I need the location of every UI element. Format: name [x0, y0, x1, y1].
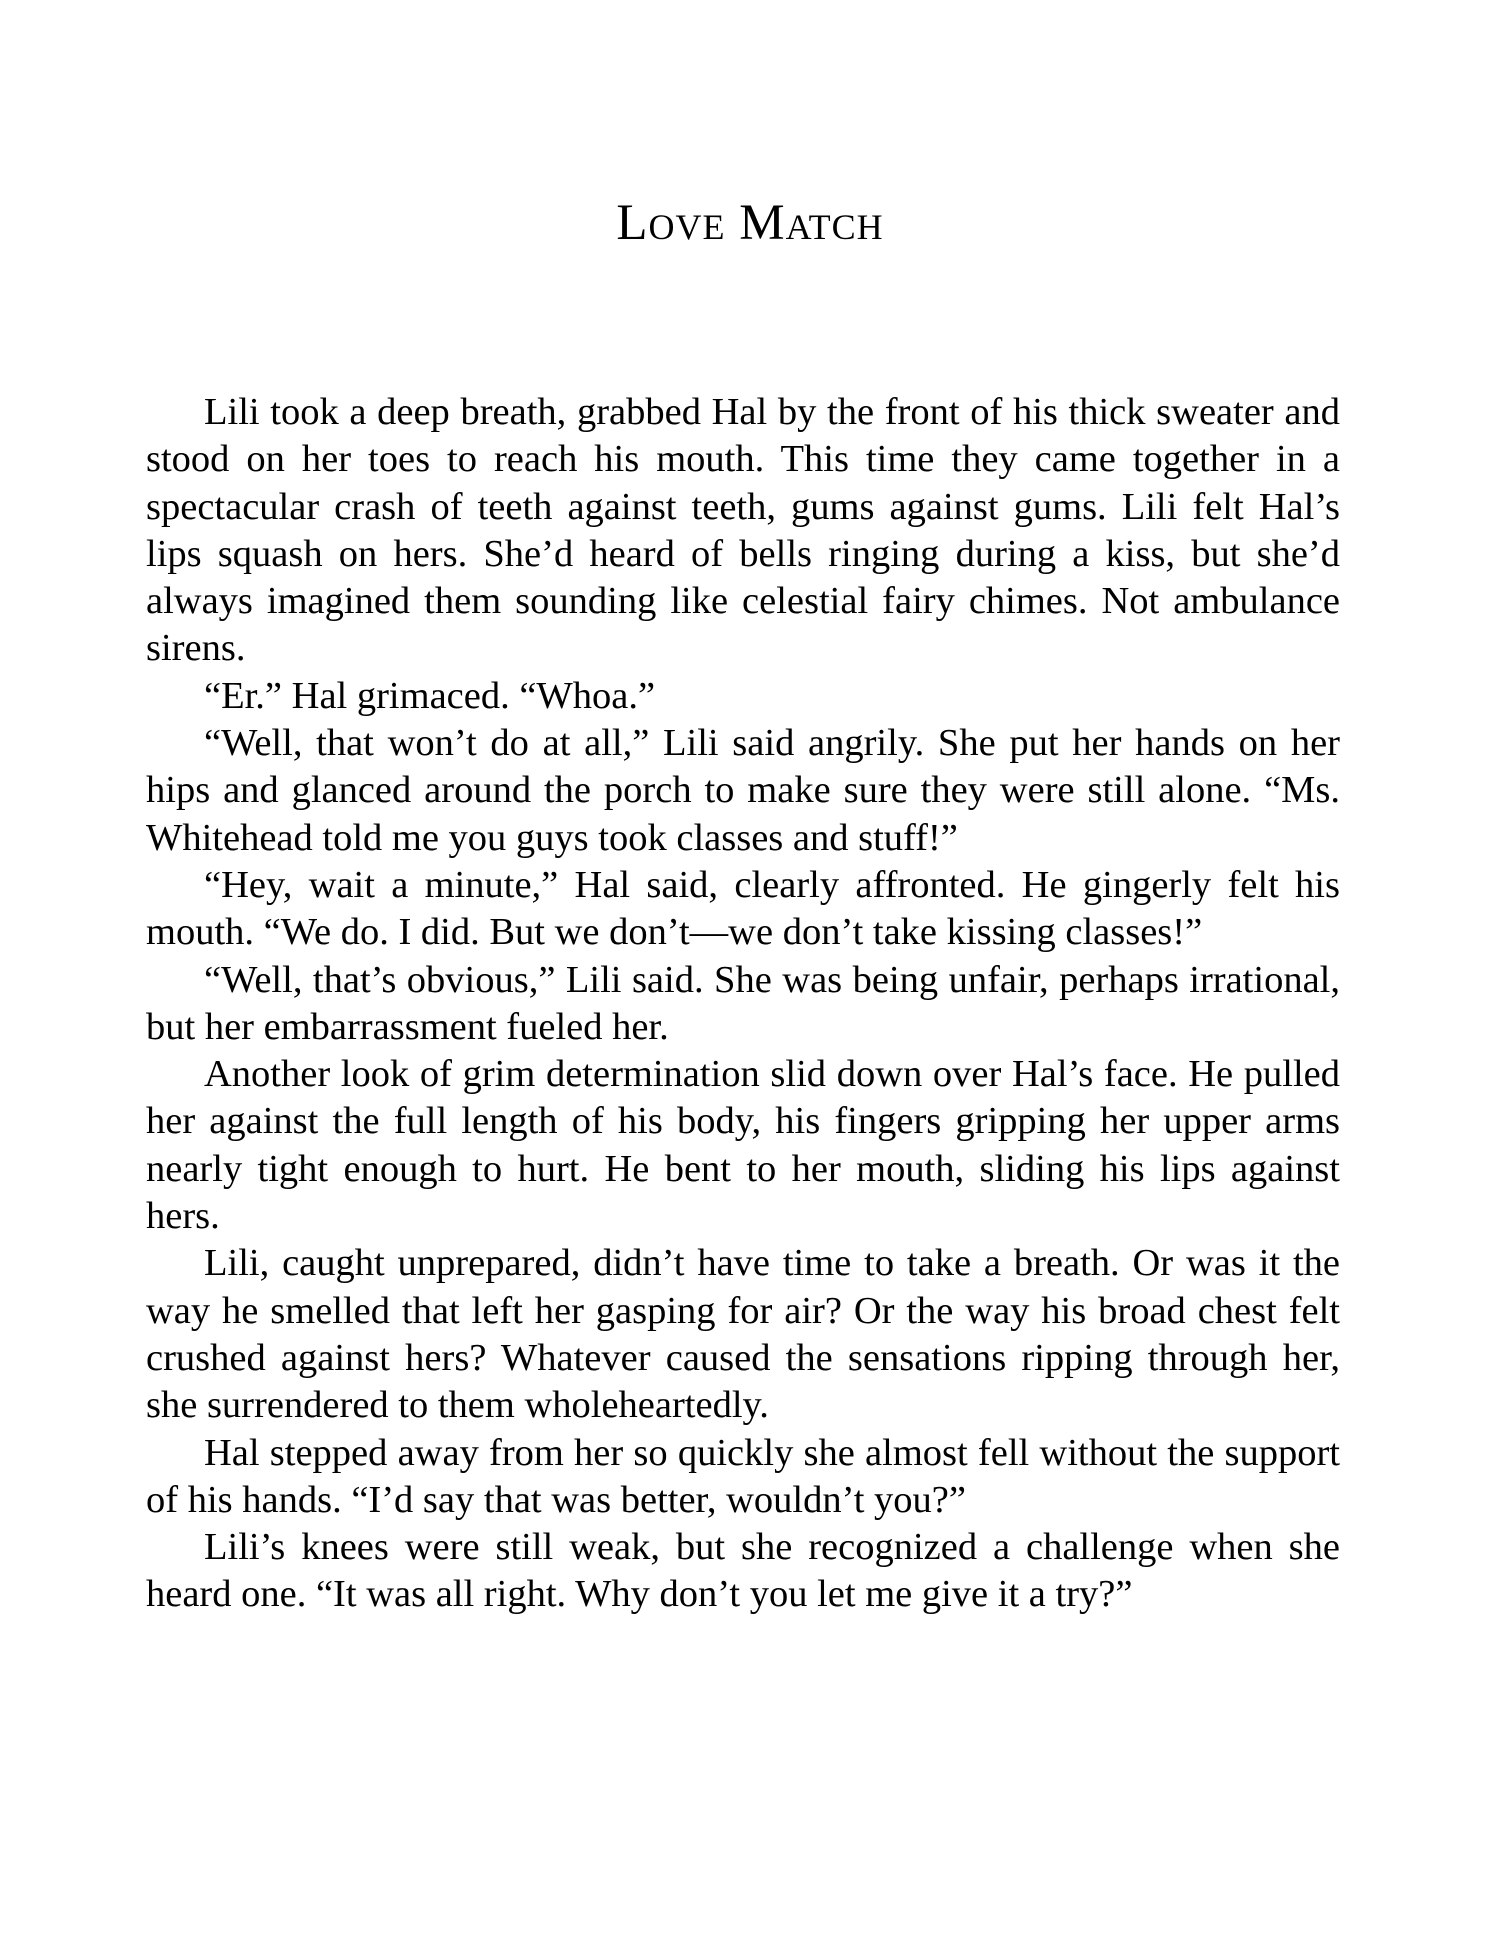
paragraph: Another look of grim determination slid down over Hal’s face. He pulled her against the full length of his body, his fingers gripping her upper arms nearly tight enough to hurt. He bent to her mouth, sliding his lips against hers. — [146, 1053, 1340, 1238]
paragraph: “Er.” Hal grimaced. “Whoa.” — [204, 674, 656, 717]
chapter-body — [146, 389, 1340, 1619]
paragraph: Lili took a deep breath, grabbed Hal by the front of his thick sweater and stood on her toes to reach his mouth. This time they came together in a spectacular crash of teeth against teeth, gums against gums. Lili felt Hal’s lips squash on hers. She’d heard of bells ringing during a kiss, but she’d always imagined them sounding like celestial fairy chimes. Not ambulance sirens. — [146, 391, 1340, 670]
chapter-title: Love Match — [616, 195, 884, 251]
paragraph: Hal stepped away from her so quickly she almost fell without the support of his hands. “I’d say that was better, wouldn’t you?” — [146, 1431, 1340, 1521]
paragraph: Lili, caught unprepared, didn’t have time to take a breath. Or was it the way he smelled that left her gasping for air? Or the way his broad chest felt crushed against hers? Whatever caused the sensations ripping through her, she surrendered to them wholeheartedly. — [146, 1242, 1340, 1427]
paragraph: Lili’s knees were still weak, but she recognized a challenge when she heard one. “It was all right. Why don’t you let me give it a try?” — [146, 1526, 1340, 1616]
paragraph: “Well, that won’t do at all,” Lili said angrily. She put her hands on her hips and glanced around the porch to make sure they were still alone. “Ms. Whitehead told me you guys took classes and stuff!” — [146, 722, 1340, 859]
paragraph: “Hey, wait a minute,” Hal said, clearly affronted. He gingerly felt his mouth. “We do. I did. But we don’t—we don’t take kissing classes!” — [146, 863, 1340, 954]
paragraph: “Well, that’s obvious,” Lili said. She was being unfair, perhaps irrational, but her embarrassment fueled her. — [146, 958, 1340, 1048]
